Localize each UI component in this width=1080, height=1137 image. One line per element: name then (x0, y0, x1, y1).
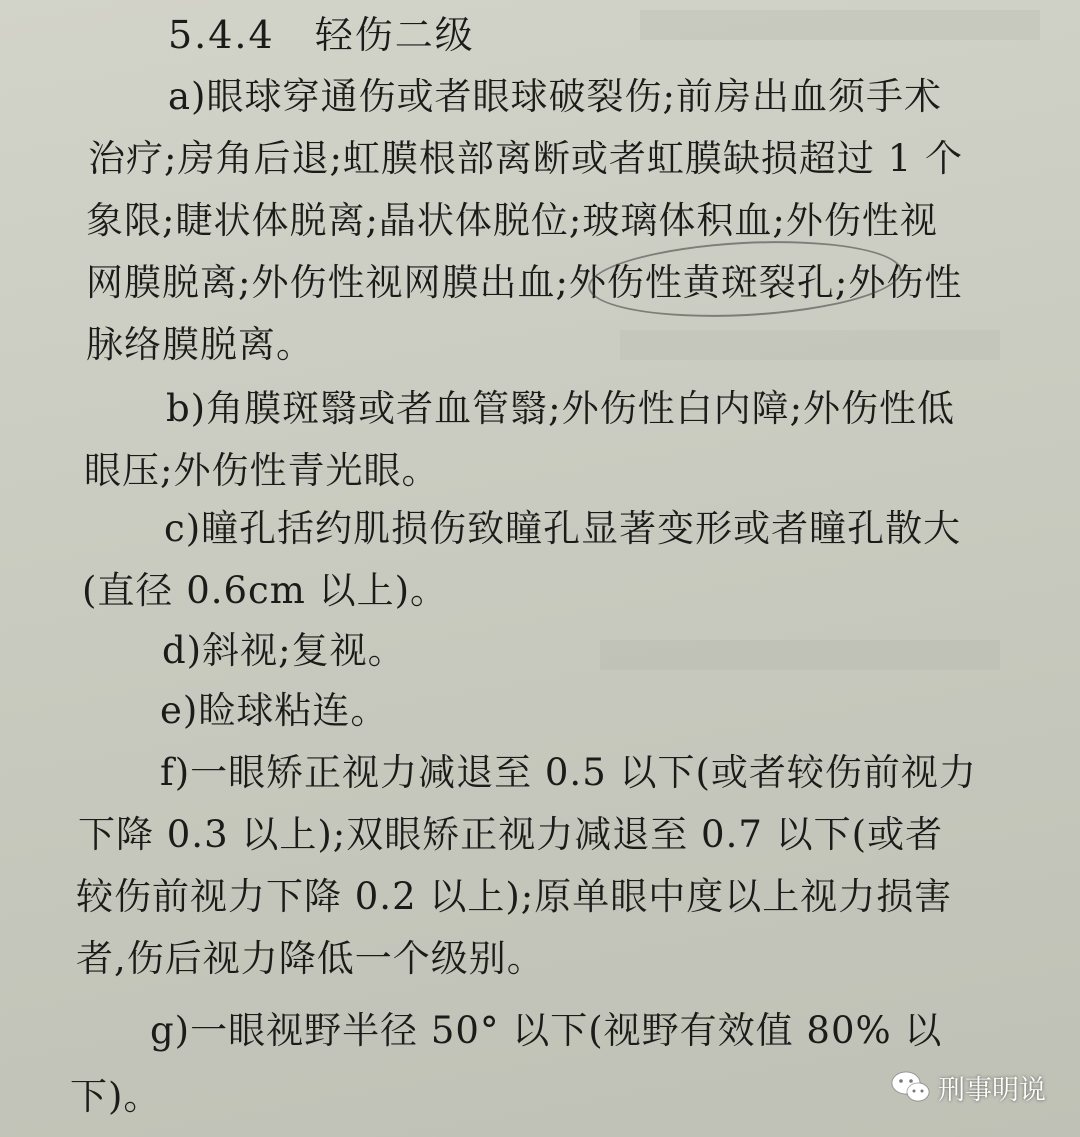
text-line (0, 620, 1080, 682)
wechat-icon (890, 1069, 932, 1105)
watermark-text: 刑事明说 (938, 1074, 1046, 1106)
line-text: c)瞳孔括约肌损伤致瞳孔显著变形或者瞳孔散大 (164, 507, 962, 550)
line-text: e)睑球粘连。 (160, 689, 389, 732)
text-line (0, 680, 1080, 742)
section-title: 轻伤二级 (314, 13, 475, 57)
text-line (0, 928, 1080, 990)
text-line (0, 440, 1080, 502)
line-text: g)一眼视野半径 50° 以下(视野有效值 80% 以 (150, 1009, 943, 1052)
line-text: 网膜脱离;外伤性视网膜出血;外伤性黄斑裂孔;外伤性 (86, 261, 963, 304)
text-line (0, 66, 1080, 128)
text-line (0, 498, 1080, 560)
text-line (0, 252, 1080, 314)
section-number: 5.4.4 (168, 13, 275, 57)
text-line (0, 742, 1080, 804)
text-line (0, 804, 1080, 866)
text-line (0, 378, 1080, 440)
line-text: d)斜视;复视。 (162, 629, 406, 672)
text-line (0, 314, 1080, 376)
text-line (0, 560, 1080, 622)
line-text: (直径 0.6cm 以上)。 (82, 569, 449, 612)
line-text: 象限;睫状体脱离;晶状体脱位;玻璃体积血;外伤性视 (86, 199, 938, 242)
line-text: 下降 0.3 以上);双眼矫正视力减退至 0.7 以下(或者 (78, 813, 944, 856)
line-text: b)角膜斑翳或者血管翳;外伤性白内障;外伤性低 (166, 387, 956, 430)
text-line (0, 1000, 1080, 1062)
line-text: 者,伤后视力降低一个级别。 (76, 937, 545, 980)
line-text: 治疗;房角后退;虹膜根部离断或者虹膜缺损超过 1 个 (88, 137, 963, 180)
text-line (0, 190, 1080, 252)
section-heading (168, 4, 475, 59)
bleed-through-shadow (640, 10, 1040, 40)
watermark (890, 1062, 1046, 1112)
text-line (0, 866, 1080, 928)
line-text: a)眼球穿通伤或者眼球破裂伤;前房出血须手术 (168, 75, 942, 118)
line-text: 较伤前视力下降 0.2 以上);原单眼中度以上视力损害 (76, 875, 953, 918)
line-text: f)一眼矫正视力减退至 0.5 以下(或者较伤前视力 (160, 751, 977, 794)
line-text: 下)。 (70, 1075, 162, 1118)
line-text: 眼压;外伤性青光眼。 (84, 449, 440, 492)
line-text: 脉络膜脱离。 (86, 323, 314, 366)
text-line (0, 128, 1080, 190)
